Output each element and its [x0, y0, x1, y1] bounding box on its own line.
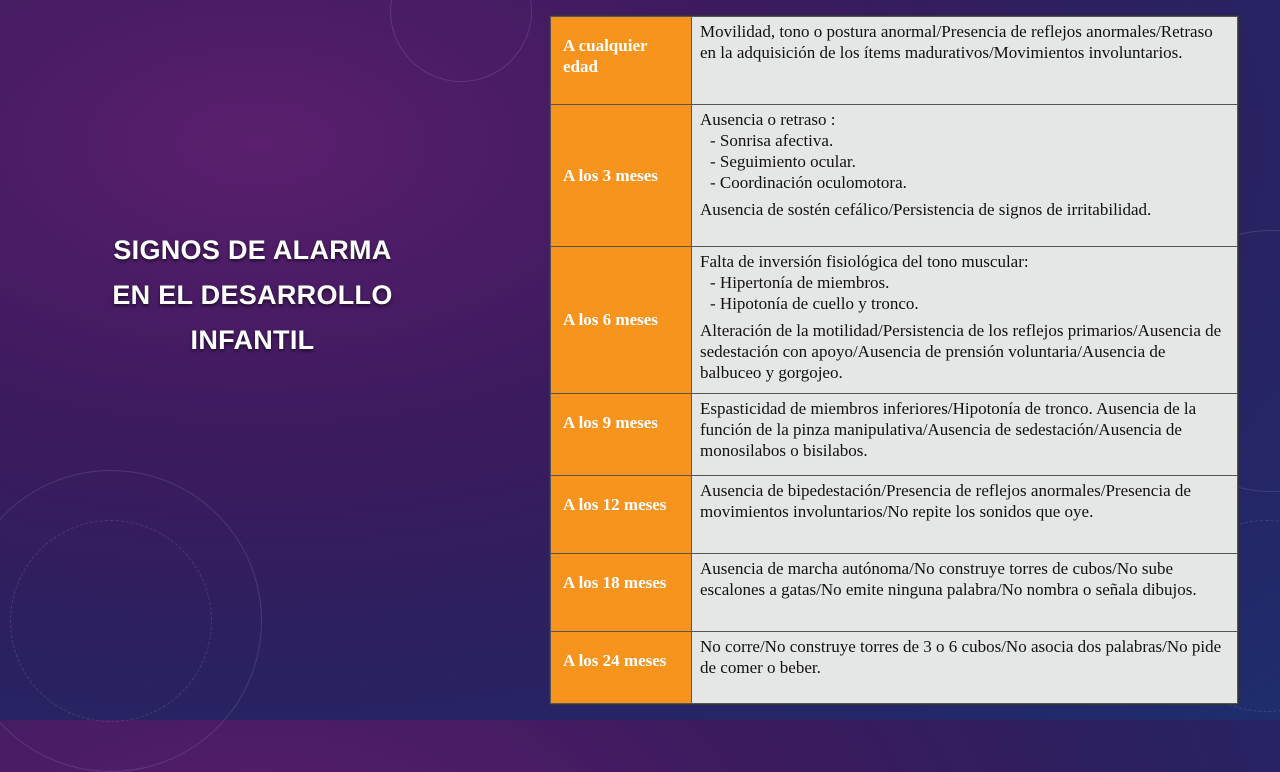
age-cell: A los 12 meses	[551, 475, 692, 553]
description-cell: No corre/No construye torres de 3 o 6 cubos/No asocia dos palabras/No pide de comer o beber.	[692, 631, 1238, 703]
description-extra: Alteración de la motilidad/Persistencia de los reflejos primarios/Ausencia de sedestación con apoyo/Ausencia de prensión voluntaria/Ausencia de balbuceo y gorgojeo.	[700, 321, 1222, 383]
table-row	[551, 105, 1238, 247]
table-row	[551, 17, 1238, 105]
description-cell: Ausencia de marcha autónoma/No construye torres de cubos/No sube escalones a gatas/No emite ninguna palabra/No nombra o señala dibujos.	[692, 553, 1238, 631]
title-line: EN EL DESARROLLO	[112, 280, 393, 310]
table-row	[551, 247, 1238, 393]
bullet-item: - Sonrisa afectiva.	[710, 131, 834, 151]
age-cell: A los 24 meses	[551, 631, 692, 703]
age-cell: A los 6 meses	[551, 247, 692, 393]
table-row	[551, 631, 1238, 703]
description-cell: Ausencia de bipedestación/Presencia de reflejos anormales/Presencia de movimientos involuntarios/No repite los sonidos que oye.	[692, 475, 1238, 553]
bullet-item: - Coordinación oculomotora.	[710, 173, 907, 193]
age-cell: A los 9 meses	[551, 393, 692, 475]
description-cell	[692, 105, 1238, 247]
description-cell: Espasticidad de miembros inferiores/Hipotonía de tronco. Ausencia de la función de la pinza manipulativa/Ausencia de sedestación/Ausencia de monosilabos o bisilabos.	[692, 393, 1238, 475]
table-row	[551, 553, 1238, 631]
table-row	[551, 393, 1238, 475]
bullet-item: - Hipotonía de cuello y tronco.	[710, 294, 919, 314]
title-line: INFANTIL	[190, 325, 315, 355]
description-cell: Movilidad, tono o postura anormal/Presencia de reflejos anormales/Retraso en la adquisición de los ítems madurativos/Movimientos involuntarios.	[692, 17, 1238, 105]
bullet-item: - Hipertonía de miembros.	[710, 273, 890, 293]
description-intro: Falta de inversión fisiológica del tono muscular:	[700, 252, 1029, 272]
alarm-signs-table	[549, 15, 1239, 705]
slide-title	[80, 228, 425, 363]
age-cell: A los 18 meses	[551, 553, 692, 631]
age-cell: A los 3 meses	[551, 105, 692, 247]
decorative-circle	[10, 520, 212, 722]
description-cell	[692, 247, 1238, 393]
description-intro: Ausencia o retraso :	[700, 110, 836, 130]
age-cell: A cualquier edad	[551, 17, 692, 105]
table-row	[551, 475, 1238, 553]
title-line: SIGNOS DE ALARMA	[113, 235, 392, 265]
bullet-item: - Seguimiento ocular.	[710, 152, 856, 172]
decorative-circle	[390, 0, 532, 82]
description-extra: Ausencia de sostén cefálico/Persistencia de signos de irritabilidad.	[700, 200, 1152, 220]
